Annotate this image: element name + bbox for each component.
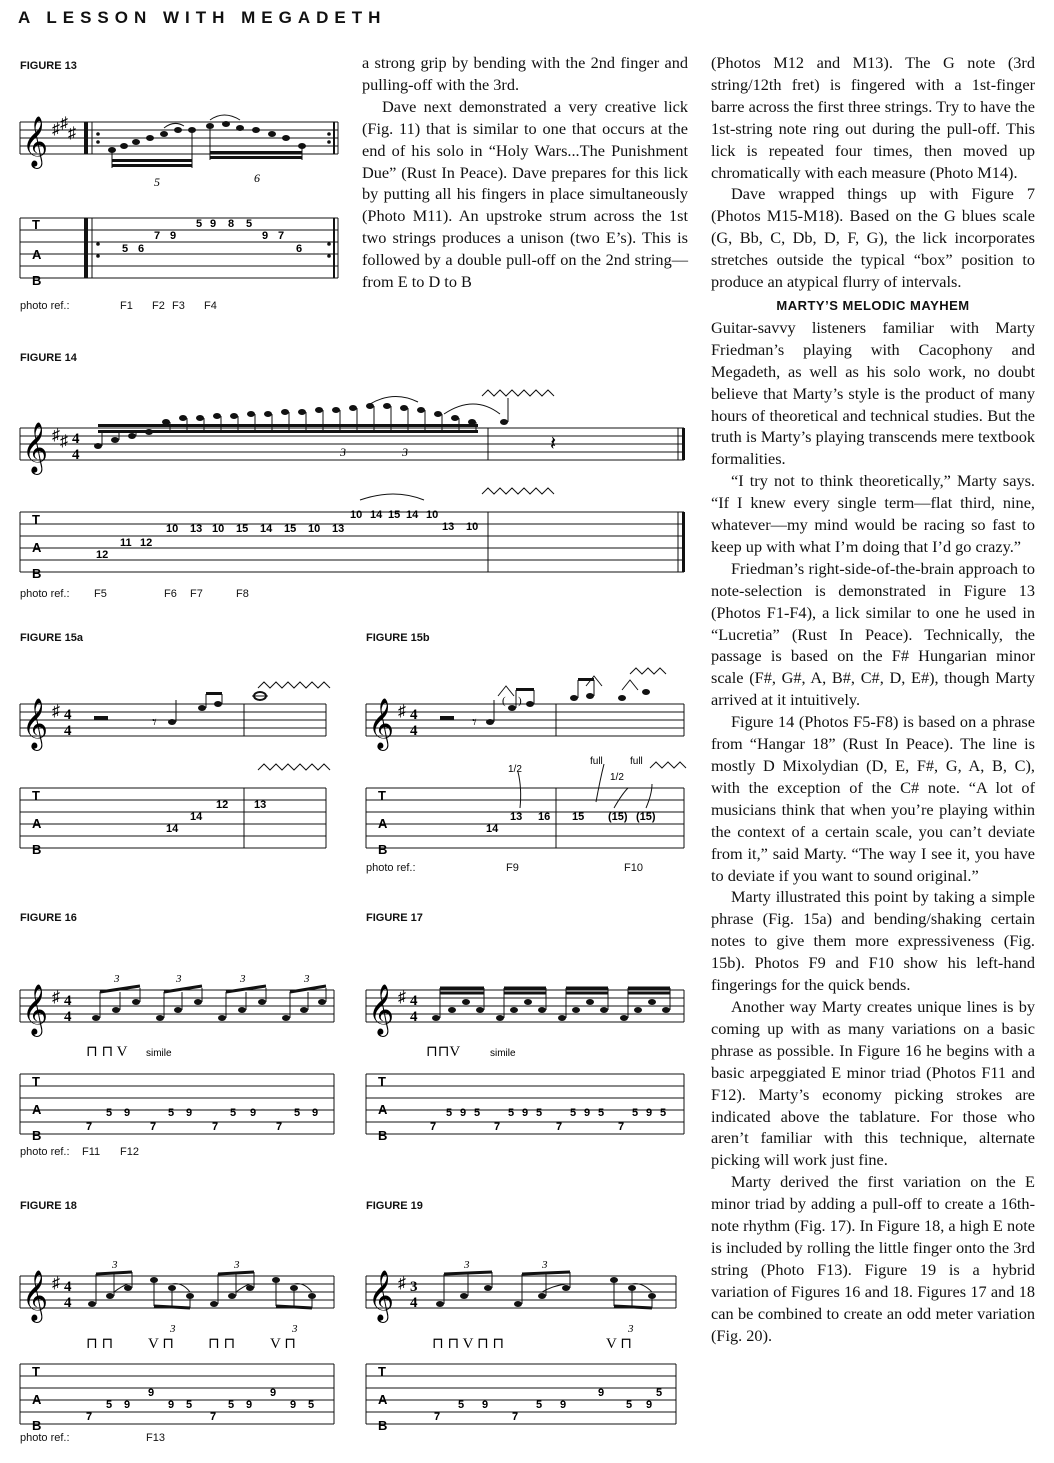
svg-text:♯: ♯ (398, 703, 406, 720)
tab-number: 11 (120, 537, 132, 549)
bend-marker: 1/2 (610, 772, 624, 783)
photo-ref: F9 (506, 862, 519, 874)
tab-number: 15 (572, 811, 585, 823)
tab-number: 5 (570, 1107, 577, 1119)
tab-number: 7 (154, 230, 161, 242)
tab-number: 14 (486, 823, 499, 835)
tab-number: 9 (560, 1399, 567, 1411)
tab-number: 15 (388, 509, 401, 521)
photo-ref: F10 (624, 862, 643, 874)
tab-number: 7 (556, 1121, 563, 1133)
tuplet-marker: 6 (254, 171, 260, 185)
tab-number: 9 (170, 230, 177, 242)
photo-ref: F5 (94, 588, 107, 600)
tab-number: 5 (598, 1107, 605, 1119)
paragraph: Another way Marty creates unique lines is by coming up with as many variations on a basic phrase as possible. In Figure 16 he begins with a basic arpeggiated E minor triad (Photos F11 and F12). Marty’s economy picking strokes are indicated above the tablature. For those who aren’t familiar with this technique, alternate picking will work just fine. (711, 996, 1035, 1170)
tab-number: 5 (228, 1399, 235, 1411)
tab-number: 9 (290, 1399, 297, 1411)
tab-number: 7 (512, 1411, 519, 1423)
note-head (94, 443, 102, 449)
paragraph: Dave next demonstrated a very creative lick (Fig. 11) that is similar to one that occurs at the end of his solo in “Holy Wars...The Punishment Due” (Rust In Peace). Dave prepares for this lick by putting all his fingers in place simultaneously (Photo M11). An upstroke strum across the 1st two strings produces a unison (two E’s). This is followed by a double pull-off on the 2nd string—from E to D to B (362, 96, 688, 292)
tab-number: 8 (228, 218, 235, 230)
svg-text:B: B (378, 1128, 388, 1143)
svg-text:T: T (32, 1074, 40, 1089)
note-head (196, 415, 204, 421)
tab-number: 5 (106, 1399, 113, 1411)
figure-15a-notation (14, 670, 334, 860)
svg-text:♯: ♯ (52, 703, 60, 720)
tab-number: 12 (96, 549, 109, 561)
tab-number: 5 (196, 218, 203, 230)
svg-text:4: 4 (410, 993, 418, 1009)
svg-text:A: A (378, 816, 388, 831)
tab-number: 9 (246, 1399, 253, 1411)
svg-text:𝄞: 𝄞 (368, 1270, 395, 1321)
svg-text:4: 4 (64, 707, 72, 723)
tuplet-marker: 3 (240, 973, 246, 985)
photo-ref-label: photo ref.: (20, 300, 70, 312)
simile-label: simile (490, 1048, 516, 1059)
tab-number: 14 (190, 811, 203, 823)
tuplet-marker: 3 (304, 973, 310, 985)
tab-number: 9 (250, 1107, 257, 1119)
tuplet-marker: 3 (114, 973, 120, 985)
tab-number: 5 (632, 1107, 639, 1119)
figure-15b-label: FIGURE 15b (366, 632, 430, 644)
note-head (417, 407, 425, 413)
svg-text:𝄾: 𝄾 (472, 712, 477, 732)
tab-number: 7 (494, 1121, 501, 1133)
svg-text:A: A (32, 540, 42, 555)
tuplet-marker: 3 (112, 1259, 118, 1271)
bend-marker: full (590, 756, 603, 767)
figure-17-notation (360, 970, 694, 1143)
svg-text:B: B (32, 842, 42, 857)
svg-text:T: T (378, 1074, 386, 1089)
svg-text:T: T (378, 1364, 386, 1379)
bend-marker: 1/2 (508, 764, 522, 775)
tab-number: 12 (140, 537, 153, 549)
tab-number: 14 (260, 523, 273, 535)
svg-text:♯: ♯ (60, 115, 68, 132)
svg-text:A: A (32, 816, 42, 831)
paragraph: Marty derived the first variation on the E minor triad by adding a pull-off to create a 16th-note rhythm (Fig. 17). In Figure 18, a high E note is included by rolling the little finger onto the 3rd string (Photo F13). Figure 19 is a hybrid variation of Figures 16 and 18. Figures 17 and 18 can be combined to create an odd meter variation (Fig. 20). (711, 1172, 1035, 1345)
figure-16-label: FIGURE 16 (20, 912, 77, 924)
svg-text:B: B (32, 566, 42, 581)
tab-number: 5 (474, 1107, 481, 1119)
photo-ref: F11 (82, 1146, 101, 1158)
tab-number: 7 (86, 1411, 93, 1423)
svg-text:𝄞: 𝄞 (368, 698, 395, 749)
figure-14-notation (14, 384, 694, 582)
section-subhead: MARTY’S MELODIC MAYHEM (776, 297, 970, 313)
tab-number: 6 (296, 243, 303, 255)
picking-marks: ⊓ ⊓ V ⊓ ⊓ (432, 1336, 505, 1352)
svg-text:4: 4 (64, 993, 72, 1009)
photo-ref: F12 (120, 1146, 139, 1158)
tuplet-marker: 3 (234, 1259, 240, 1271)
tab-number: 9 (522, 1107, 529, 1119)
svg-text:𝄞: 𝄞 (22, 116, 49, 167)
tuplet-marker: 3 (402, 445, 408, 459)
tab-number: 5 (186, 1399, 193, 1411)
tab-number: 5 (308, 1399, 315, 1411)
svg-text:B: B (378, 1418, 388, 1433)
svg-text:4: 4 (64, 1009, 72, 1025)
note-head (400, 405, 408, 411)
picking-marks: V ⊓ (148, 1336, 175, 1352)
tuplet-marker: 3 (464, 1259, 470, 1271)
tab-number: 15 (284, 523, 297, 535)
tab-number: 5 (536, 1399, 543, 1411)
note-head (281, 409, 289, 415)
photo-ref: F2 (152, 300, 165, 312)
svg-text:B: B (32, 1418, 42, 1433)
middle-text-column (362, 52, 688, 293)
tab-number: 13 (442, 521, 455, 533)
note-head (247, 411, 255, 417)
tab-number: 5 (626, 1399, 633, 1411)
tab-number: 10 (466, 521, 479, 533)
tab-number: 9 (270, 1387, 277, 1399)
svg-text:T: T (378, 788, 386, 803)
tab-number: 9 (210, 218, 217, 230)
tab-number: 9 (168, 1399, 175, 1411)
tab-number: (15) (608, 811, 628, 823)
tab-number: 7 (430, 1121, 437, 1133)
tab-number: 5 (458, 1399, 465, 1411)
note-head (298, 409, 306, 415)
svg-text:4: 4 (64, 723, 72, 739)
paragraph: a strong grip by bending with the 2nd finger and pulling-off with the 3rd. (362, 53, 688, 94)
tab-number: 5 (246, 218, 253, 230)
tab-number: 16 (538, 811, 551, 823)
tab-number: 7 (618, 1121, 625, 1133)
svg-text:4: 4 (64, 1295, 72, 1311)
note-head (315, 407, 323, 413)
tab-number: 14 (166, 823, 179, 835)
svg-text:♯: ♯ (52, 121, 60, 138)
tab-number: 5 (508, 1107, 515, 1119)
tab-number: 7 (210, 1411, 217, 1423)
svg-text:4: 4 (72, 431, 80, 447)
tab-number: 5 (122, 243, 129, 255)
tuplet-marker: 3 (340, 445, 346, 459)
tab-number: 10 (426, 509, 439, 521)
tuplet-marker: 3 (292, 1323, 298, 1335)
picking-marks: ⊓ ⊓ (86, 1336, 114, 1352)
right-text-column (711, 52, 1035, 1346)
picking-marks: V ⊓ (270, 1336, 297, 1352)
note-head (383, 403, 391, 409)
tab-number: 6 (138, 243, 145, 255)
tab-number: 5 (446, 1107, 453, 1119)
svg-text:3: 3 (410, 1279, 418, 1295)
tab-number: 14 (406, 509, 419, 521)
tab-number: 9 (186, 1107, 193, 1119)
note-head (264, 411, 272, 417)
figure-19-notation (360, 1256, 690, 1432)
svg-text:𝄽: 𝄽 (550, 433, 557, 455)
note-head (179, 415, 187, 421)
tab-number: 7 (278, 230, 285, 242)
svg-text:A: A (378, 1102, 388, 1117)
tab-number: 9 (584, 1107, 591, 1119)
tab-number: 14 (370, 509, 383, 521)
photo-ref-label: photo ref.: (20, 1146, 70, 1158)
tab-number: 10 (166, 523, 179, 535)
tab-number: 9 (124, 1399, 131, 1411)
note-head (349, 405, 357, 411)
picking-marks: ⊓ ⊓ (208, 1336, 236, 1352)
svg-text:♯: ♯ (52, 427, 60, 444)
svg-text:T: T (32, 788, 40, 803)
paragraph: Figure 14 (Photos F5-F8) is based on a phrase from “Hangar 18” (Rust In Peace). The line is mostly D Mixolydian (D, E, F#, G, A, B, C), with the exception of the C# note. “A lot of musicians think that when you’re playing within the context of a certain scale, you can’t deviate from it,” said Marty. “The way I see it, you have to deviate if you want to sound original.” (711, 712, 1035, 885)
page-header: A LESSON WITH MEGADETH (18, 8, 387, 27)
svg-text:4: 4 (410, 723, 418, 739)
note-head (230, 413, 238, 419)
tab-number: 13 (190, 523, 203, 535)
svg-text:A: A (378, 1392, 388, 1407)
photo-ref: F13 (146, 1432, 165, 1444)
photo-ref: F7 (190, 588, 203, 600)
svg-text:(: ( (502, 695, 506, 707)
photo-ref: F4 (204, 300, 217, 312)
photo-ref-label: photo ref.: (20, 1432, 70, 1444)
tab-number: 7 (212, 1121, 219, 1133)
figure-13-notation (14, 98, 344, 298)
svg-text:B: B (378, 842, 388, 857)
tuplet-marker: 5 (154, 175, 160, 189)
tab-number: 7 (86, 1121, 93, 1133)
tab-number: (15) (636, 811, 656, 823)
svg-text:T: T (32, 1364, 40, 1379)
figure-16-notation (14, 970, 344, 1143)
tab-number: 9 (124, 1107, 131, 1119)
paragraph: Marty illustrated this point by taking a simple phrase (Fig. 15a) and bending/shaking certain notes to give them more expressiveness (Fig. 15b). Photos F9 and F10 show his left-hand fingerings for the quick bends. (711, 887, 1035, 995)
picking-marks: ⊓ ⊓ V (86, 1044, 128, 1060)
svg-text:♯: ♯ (68, 125, 76, 142)
tab-number: 9 (598, 1387, 605, 1399)
figure-14-label: FIGURE 14 (20, 352, 77, 364)
tab-number: 5 (660, 1107, 667, 1119)
tab-number: 9 (262, 230, 269, 242)
tab-number: 5 (294, 1107, 301, 1119)
svg-text:𝄞: 𝄞 (22, 1270, 49, 1321)
svg-text:𝄞: 𝄞 (22, 422, 49, 473)
svg-text:𝄞: 𝄞 (22, 984, 49, 1035)
figure-13-label: FIGURE 13 (20, 60, 77, 72)
tab-number: 9 (482, 1399, 489, 1411)
note-head (128, 433, 136, 439)
svg-text:4: 4 (410, 1009, 418, 1025)
tab-number: 9 (646, 1399, 653, 1411)
figure-18-label: FIGURE 18 (20, 1200, 77, 1212)
picking-marks: ⊓⊓V (426, 1044, 461, 1060)
svg-text:♯: ♯ (60, 433, 68, 450)
tab-number: 13 (332, 523, 345, 535)
note-head (332, 407, 340, 413)
tab-number: 7 (276, 1121, 283, 1133)
photo-ref-label: photo ref.: (20, 588, 70, 600)
tab-number: 15 (236, 523, 249, 535)
note-head (111, 437, 119, 443)
paragraph: Dave wrapped things up with Figure 7 (Photos M15-M18). Based on the G blues scale (G, Bb, C, Db, D, F, G), the lick incorporates stretches outside the typical “box” position to produce an atypical flurry of intervals. (711, 184, 1035, 292)
paragraph: Friedman’s right-side-of-the-brain approach to note-selection is demonstrated in Figure 13 (Photos F1-F4), a lick similar to one he used in “Lucretia” (Rust In Peace). Technically, the passage is based on the F# Hungarian minor scale (F#, G#, A, B#, C#, D, E#), though Marty arrived at it intuitively. (711, 558, 1035, 710)
bend-marker: full (630, 756, 643, 767)
tab-number: 9 (646, 1107, 653, 1119)
svg-text:♯: ♯ (52, 989, 60, 1006)
picking-marks: V ⊓ (606, 1336, 633, 1352)
svg-text:): ) (518, 695, 522, 707)
svg-text:B: B (32, 273, 42, 288)
tuplet-marker: 3 (170, 1323, 176, 1335)
photo-ref: F1 (120, 300, 133, 312)
tab-number: 13 (254, 799, 267, 811)
svg-text:A: A (32, 247, 42, 262)
tab-number: 5 (168, 1107, 175, 1119)
svg-text:4: 4 (64, 1279, 72, 1295)
svg-text:♯: ♯ (398, 1275, 406, 1292)
tab-number: 7 (434, 1411, 441, 1423)
svg-text:𝄞: 𝄞 (22, 698, 49, 749)
tab-number: 9 (312, 1107, 319, 1119)
svg-text:4: 4 (72, 447, 80, 463)
svg-text:♯: ♯ (398, 989, 406, 1006)
tab-number: 13 (510, 811, 523, 823)
svg-text:A: A (32, 1392, 42, 1407)
tab-number: 7 (150, 1121, 157, 1133)
paragraph: (Photos M12 and M13). The G note (3rd string/12th fret) is fingered with a 1st-finger barre across the first three strings. Try to have the 1st-string note ring out during the pull-off. This lick is repeated four times, then moved up chromatically with each measure (Photo M14). (711, 53, 1035, 182)
tab-number: 5 (656, 1387, 663, 1399)
svg-text:♯: ♯ (52, 1275, 60, 1292)
tab-number: 10 (350, 509, 363, 521)
photo-ref: F6 (164, 588, 177, 600)
tuplet-marker: 3 (628, 1323, 634, 1335)
tuplet-marker: 3 (176, 973, 182, 985)
tab-number: 5 (106, 1107, 113, 1119)
note-head (213, 413, 221, 419)
figure-15a-label: FIGURE 15a (20, 632, 83, 644)
svg-text:𝄾: 𝄾 (152, 712, 157, 732)
figure-19-label: FIGURE 19 (366, 1200, 423, 1212)
tab-number: 10 (212, 523, 225, 535)
tab-number: 10 (308, 523, 321, 535)
svg-text:𝄞: 𝄞 (368, 984, 395, 1035)
svg-text:4: 4 (410, 1295, 418, 1311)
svg-text:B: B (32, 1128, 42, 1143)
paragraph: Guitar-savvy listeners familiar with Marty Friedman’s playing with Cacophony and Megadeth, as well as his solo work, no doubt believe that Marty’s style is the product of many hours of theoretical and technical studies. But the truth is Marty’s playing transcends mere textbook formalities. (711, 317, 1035, 469)
figure-15b-notation (360, 660, 694, 860)
svg-text:A: A (32, 1102, 42, 1117)
figure-17-label: FIGURE 17 (366, 912, 423, 924)
photo-ref: F8 (236, 588, 249, 600)
tuplet-marker: 3 (542, 1259, 548, 1271)
tab-number: 12 (216, 799, 229, 811)
note-head (434, 411, 442, 417)
tab-number: 5 (230, 1107, 237, 1119)
simile-label: simile (146, 1048, 172, 1059)
tab-number: 9 (460, 1107, 467, 1119)
svg-text:4: 4 (410, 707, 418, 723)
paragraph: “I try not to think theoretically,” Marty says. “If I knew every single term—flat third, nine, whatever—my mind would be racing so fast to keep up with what I’m doing that I’d go crazy.” (711, 471, 1035, 556)
photo-ref: F3 (172, 300, 185, 312)
figure-18-notation (14, 1256, 344, 1432)
photo-ref-label: photo ref.: (366, 862, 416, 874)
tab-number: 5 (536, 1107, 543, 1119)
svg-text:T: T (32, 217, 40, 232)
svg-text:T: T (32, 512, 40, 527)
tab-number: 9 (148, 1387, 155, 1399)
note-head (451, 415, 459, 421)
